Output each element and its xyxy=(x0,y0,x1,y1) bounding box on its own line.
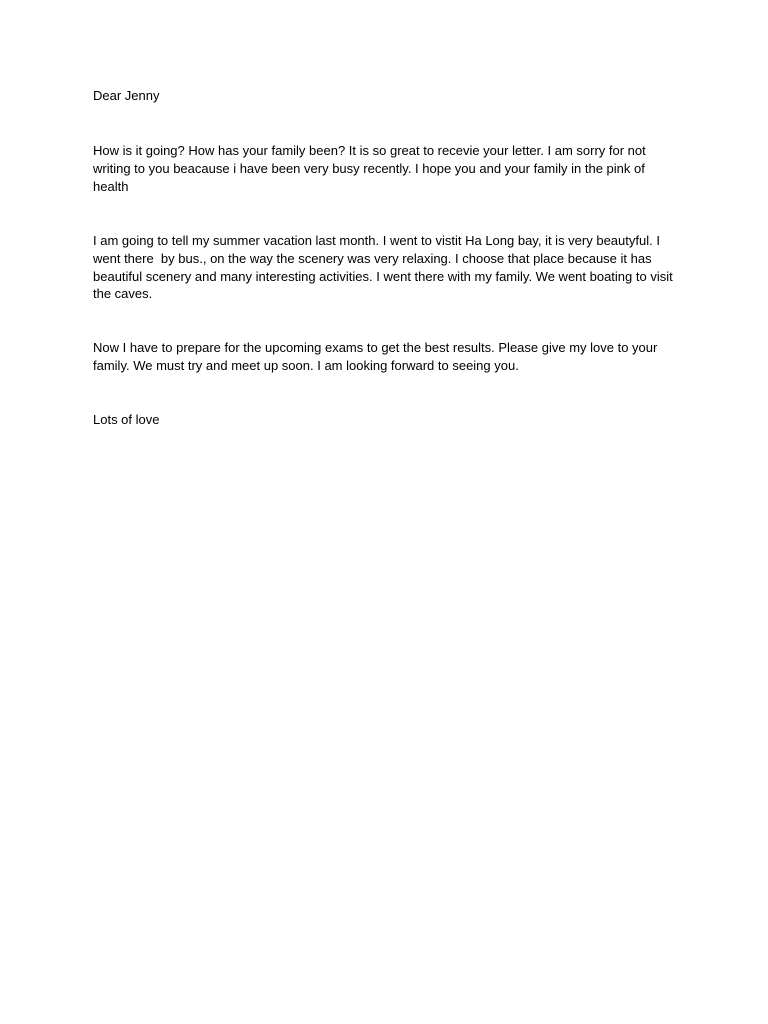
letter-paragraph-1: How is it going? How has your family been? It is so great to recevie your letter. I am sorry for not writing to you beacause i have been very busy recently. I hope you and your family in the pink of health xyxy=(93,143,650,194)
letter-paragraph-3: Now I have to prepare for the upcoming exams to get the best results. Please give my love to your family. We must try and meet up soon. I am looking forward to seeing you. xyxy=(93,340,661,373)
letter-salutation: Dear Jenny xyxy=(93,88,160,103)
letter-paragraph-2: I am going to tell my summer vacation last month. I went to vistit Ha Long bay, it is very beautyful. I went there by bus., on the way the scenery was very relaxing. I choose that place because it has beautiful scenery and many interesting activities. I went there with my family. We went boating to visit the caves. xyxy=(93,233,677,302)
letter-closing: Lots of love xyxy=(93,412,160,427)
